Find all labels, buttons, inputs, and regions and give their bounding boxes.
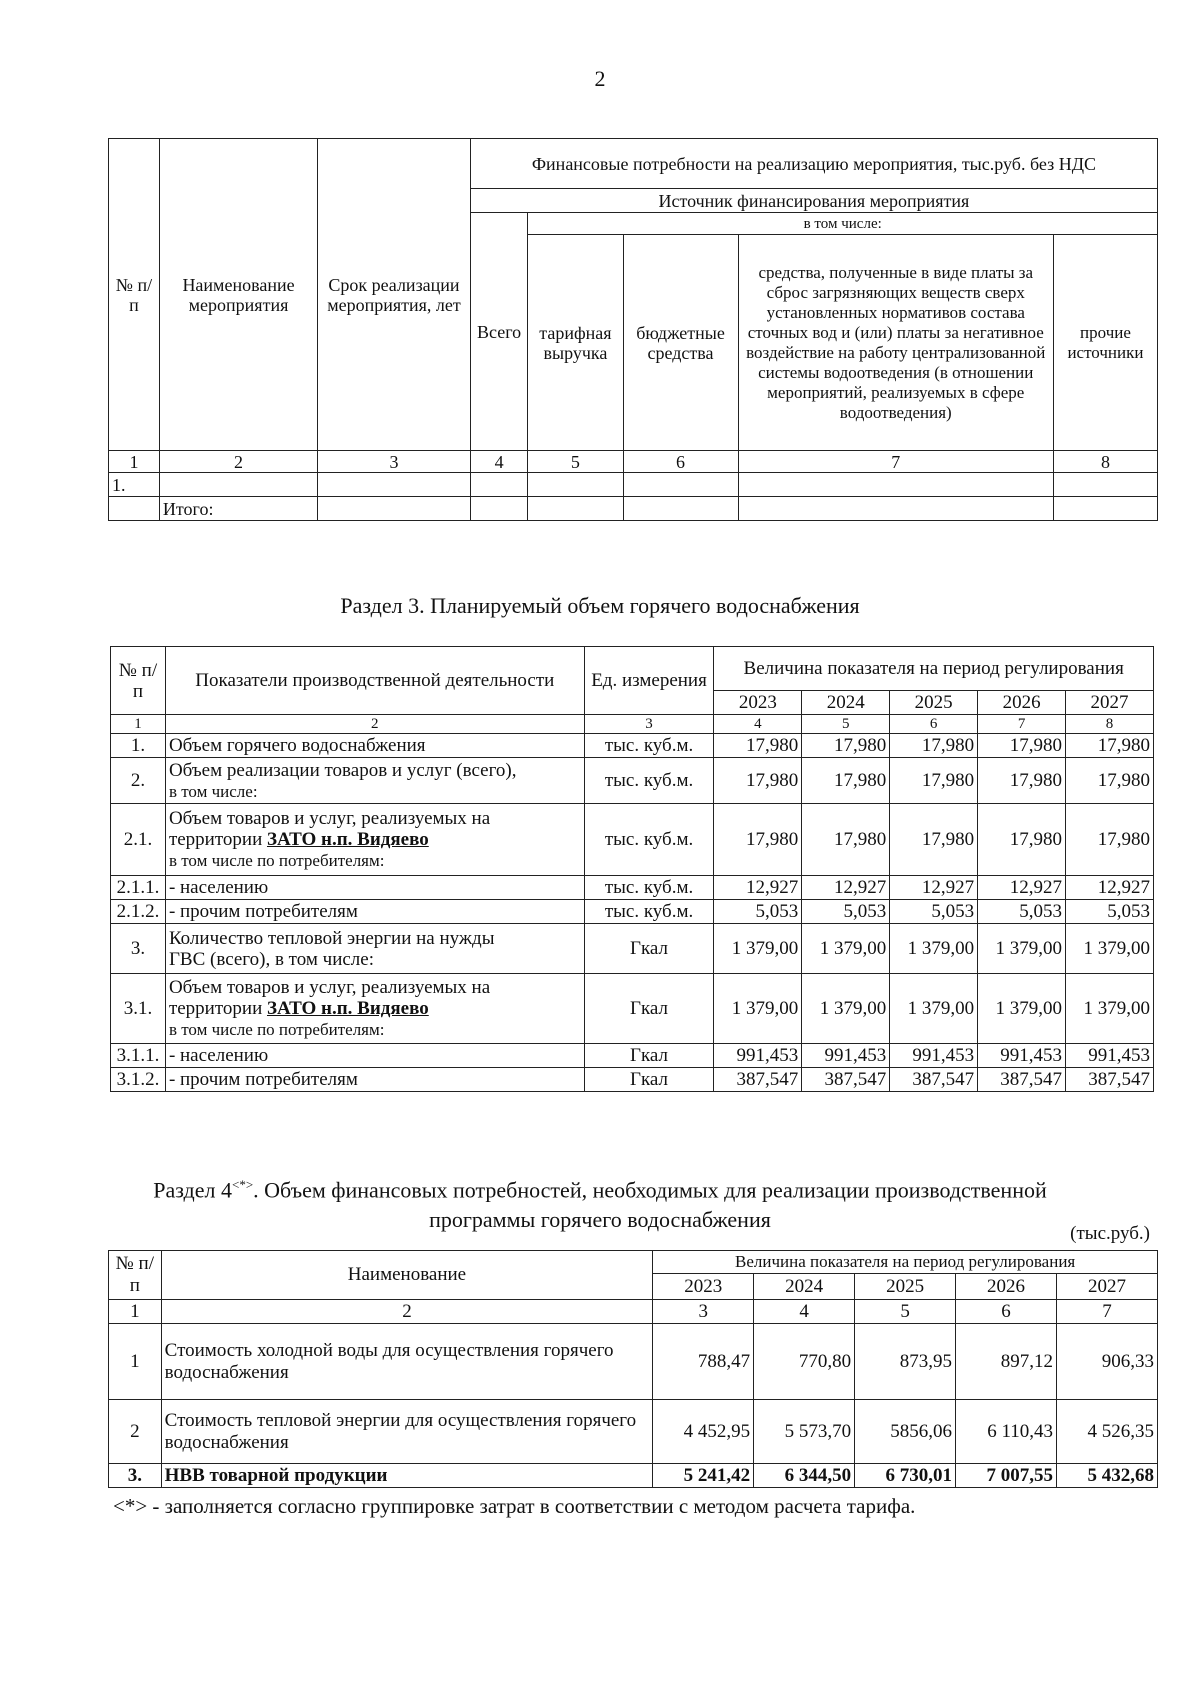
header-source: Источник финансирования мероприятия xyxy=(470,189,1157,213)
row-value: 991,453 xyxy=(890,1044,978,1068)
header-unit: Ед. измерения xyxy=(584,647,714,715)
row-name: Стоимость холодной воды для осуществления горячего водоснабжения xyxy=(161,1324,653,1400)
header-name: Наименование мероприятия xyxy=(159,139,317,451)
row-name: НВВ товарной продукции xyxy=(161,1464,653,1488)
row-num: 1 xyxy=(109,1324,162,1400)
year-header: 2027 xyxy=(1056,1274,1157,1300)
table-row xyxy=(111,758,1154,804)
row-name: Количество тепловой энергии на нужды xyxy=(168,927,495,949)
year-header: 2026 xyxy=(978,691,1066,715)
total-row xyxy=(109,497,1158,521)
row-value: 12,927 xyxy=(978,876,1066,900)
row-value: 17,980 xyxy=(802,758,890,804)
row-value: 17,980 xyxy=(890,758,978,804)
row-value: 5856,06 xyxy=(855,1400,956,1464)
col-num: 8 xyxy=(1066,715,1154,734)
row-value: 1 379,00 xyxy=(978,974,1066,1044)
row-value: 5,053 xyxy=(802,900,890,924)
row-unit: тыс. куб.м. xyxy=(584,876,714,900)
row-value: 17,980 xyxy=(714,804,802,876)
header-fees: средства, полученные в виде платы за сброс загрязняющих веществ сверх установленных нормативов состава сточных вод и (или) платы за негативное воздействие на работу централизованной системы водоотведения (в отношении мероприятий, реализуемых в сфере водоотведения) xyxy=(738,235,1053,451)
row-name-cont: ГВС (всего), в том числе: xyxy=(168,948,374,970)
row-unit: Гкал xyxy=(584,974,714,1044)
table-row xyxy=(111,924,1154,974)
row-unit: тыс. куб.м. xyxy=(584,734,714,758)
municipality-name: ЗАТО н.п. Видяево xyxy=(266,829,429,850)
col-num: 3 xyxy=(584,715,714,734)
row-value: 387,547 xyxy=(1066,1068,1154,1092)
header-other: прочие источники xyxy=(1053,235,1157,451)
header-period: Величина показателя на период регулирования xyxy=(714,647,1154,691)
row-value: 12,927 xyxy=(714,876,802,900)
row-value: 1 379,00 xyxy=(978,924,1066,974)
row-num: 3. xyxy=(111,924,166,974)
row-num: 2.1. xyxy=(111,804,166,876)
col-num: 5 xyxy=(528,451,623,473)
row-value: 17,980 xyxy=(978,734,1066,758)
row-value: 873,95 xyxy=(855,1324,956,1400)
col-num: 4 xyxy=(470,451,528,473)
row-unit: тыс. куб.м. xyxy=(584,758,714,804)
row-value: 387,547 xyxy=(890,1068,978,1092)
row-unit: Гкал xyxy=(584,924,714,974)
header-term: Срок реализации мероприятия, лет xyxy=(318,139,471,451)
col-num: 2 xyxy=(161,1300,653,1324)
section4-title-line1: . Объем финансовых потребностей, необходимых для реализации производственной xyxy=(253,1177,1047,1203)
row-value: 17,980 xyxy=(802,734,890,758)
row-value: 6 110,43 xyxy=(956,1400,1057,1464)
row-value: 991,453 xyxy=(1066,1044,1154,1068)
row-value: 1 379,00 xyxy=(1066,974,1154,1044)
col-num: 5 xyxy=(802,715,890,734)
row-value: 387,547 xyxy=(714,1068,802,1092)
row-name: Объем реализации товаров и услуг (всего), xyxy=(168,759,517,781)
header-tariff: тарифная выручка xyxy=(528,235,623,451)
row-value: 12,927 xyxy=(1066,876,1154,900)
row-name-cont: в том числе по потребителям: xyxy=(168,851,385,870)
col-num: 4 xyxy=(714,715,802,734)
table-row xyxy=(111,876,1154,900)
total-label: Итого: xyxy=(159,497,317,521)
row-value: 1 379,00 xyxy=(714,924,802,974)
row-name-prefix: территории xyxy=(168,829,267,850)
year-header: 2024 xyxy=(802,691,890,715)
footnote: <*> - заполняется согласно группировке затрат в соответствии с методом расчета тарифа. xyxy=(113,1494,916,1518)
header-finance: Финансовые потребности на реализацию мероприятия, тыс.руб. без НДС xyxy=(470,139,1157,189)
year-header: 2024 xyxy=(754,1274,855,1300)
row-num: 2. xyxy=(111,758,166,804)
col-num: 2 xyxy=(165,715,584,734)
section4-title xyxy=(0,1170,1200,1235)
municipality-name: ЗАТО н.п. Видяево xyxy=(266,998,429,1019)
header-total: Всего xyxy=(470,213,528,451)
row-value: 387,547 xyxy=(802,1068,890,1092)
row-num: 2.1.2. xyxy=(111,900,166,924)
row-value: 5,053 xyxy=(714,900,802,924)
col-num: 8 xyxy=(1053,451,1157,473)
financial-needs-table xyxy=(108,1250,1158,1488)
row-num: 2 xyxy=(109,1400,162,1464)
row-value: 5,053 xyxy=(1066,900,1154,924)
row-value: 4 452,95 xyxy=(653,1400,754,1464)
header-num: № п/п xyxy=(111,647,166,715)
row-value: 6 344,50 xyxy=(754,1464,855,1488)
row-num: 1. xyxy=(109,473,160,497)
column-numbers-row xyxy=(109,451,1158,473)
row-value: 17,980 xyxy=(1066,804,1154,876)
row-name: - прочим потребителям xyxy=(165,1068,584,1092)
row-unit: тыс. куб.м. xyxy=(584,804,714,876)
row-value: 1 379,00 xyxy=(714,974,802,1044)
header-name: Наименование xyxy=(161,1251,653,1300)
row-value: 17,980 xyxy=(714,734,802,758)
row-unit: Гкал xyxy=(584,1068,714,1092)
row-value: 17,980 xyxy=(1066,734,1154,758)
row-num: 2.1.1. xyxy=(111,876,166,900)
table-row xyxy=(111,804,1154,876)
row-value: 17,980 xyxy=(978,758,1066,804)
row-value: 7 007,55 xyxy=(956,1464,1057,1488)
col-num: 4 xyxy=(754,1300,855,1324)
year-header: 2025 xyxy=(890,691,978,715)
row-value: 17,980 xyxy=(802,804,890,876)
header-num: № п/п xyxy=(109,1251,162,1300)
row-num: 3. xyxy=(109,1464,162,1488)
row-unit: тыс. куб.м. xyxy=(584,900,714,924)
row-value: 12,927 xyxy=(890,876,978,900)
year-header: 2023 xyxy=(714,691,802,715)
row-value: 906,33 xyxy=(1056,1324,1157,1400)
row-value: 6 730,01 xyxy=(855,1464,956,1488)
col-num: 3 xyxy=(318,451,471,473)
year-header: 2023 xyxy=(653,1274,754,1300)
col-num: 7 xyxy=(1056,1300,1157,1324)
table-row xyxy=(109,1324,1158,1400)
col-num: 1 xyxy=(109,451,160,473)
row-name: Объем товаров и услуг, реализуемых на xyxy=(168,977,491,998)
col-num: 5 xyxy=(855,1300,956,1324)
row-value: 17,980 xyxy=(890,734,978,758)
row-value: 770,80 xyxy=(754,1324,855,1400)
col-num: 1 xyxy=(111,715,166,734)
header-num: № п/п xyxy=(109,139,160,451)
row-value: 1 379,00 xyxy=(890,924,978,974)
footnote-marker: <*> xyxy=(231,1177,254,1192)
section4-title-line2: программы горячего водоснабжения xyxy=(429,1207,771,1233)
row-name: Стоимость тепловой энергии для осуществления горячего водоснабжения xyxy=(161,1400,653,1464)
col-num: 7 xyxy=(738,451,1053,473)
row-value: 1 379,00 xyxy=(802,924,890,974)
row-value: 5,053 xyxy=(890,900,978,924)
row-name-cont: в том числе: xyxy=(168,781,258,801)
col-num: 6 xyxy=(890,715,978,734)
row-value: 1 379,00 xyxy=(1066,924,1154,974)
col-num: 1 xyxy=(109,1300,162,1324)
row-value: 5 573,70 xyxy=(754,1400,855,1464)
row-num: 3.1. xyxy=(111,974,166,1044)
row-value: 991,453 xyxy=(978,1044,1066,1068)
header-period: Величина показателя на период регулирования xyxy=(653,1251,1158,1274)
row-value: 1 379,00 xyxy=(802,974,890,1044)
table-row xyxy=(111,734,1154,758)
table-row xyxy=(111,900,1154,924)
row-value: 17,980 xyxy=(978,804,1066,876)
total-row xyxy=(109,1464,1158,1488)
row-name: - населению xyxy=(165,876,584,900)
row-value: 5 241,42 xyxy=(653,1464,754,1488)
row-value: 4 526,35 xyxy=(1056,1400,1157,1464)
row-value: 5,053 xyxy=(978,900,1066,924)
table-row xyxy=(111,1044,1154,1068)
row-value: 897,12 xyxy=(956,1324,1057,1400)
row-value: 387,547 xyxy=(978,1068,1066,1092)
table-row xyxy=(109,1400,1158,1464)
row-value: 17,980 xyxy=(890,804,978,876)
col-num: 6 xyxy=(623,451,738,473)
row-name: - прочим потребителям xyxy=(165,900,584,924)
hot-water-volume-table xyxy=(110,646,1154,1092)
section4-title-prefix: Раздел 4 xyxy=(153,1177,232,1203)
row-value: 788,47 xyxy=(653,1324,754,1400)
table-row xyxy=(111,974,1154,1044)
table-row xyxy=(109,473,1158,497)
row-value: 5 432,68 xyxy=(1056,1464,1157,1488)
row-name: - населению xyxy=(165,1044,584,1068)
row-value: 17,980 xyxy=(1066,758,1154,804)
row-num: 1. xyxy=(111,734,166,758)
year-header: 2025 xyxy=(855,1274,956,1300)
row-value: 991,453 xyxy=(714,1044,802,1068)
header-indicator: Показатели производственной деятельности xyxy=(165,647,584,715)
header-budget: бюджетные средства xyxy=(623,235,738,451)
row-value: 12,927 xyxy=(802,876,890,900)
column-numbers-row xyxy=(111,715,1154,734)
row-num: 3.1.2. xyxy=(111,1068,166,1092)
row-name: Объем горячего водоснабжения xyxy=(165,734,584,758)
section3-title: Раздел 3. Планируемый объем горячего водоснабжения xyxy=(340,593,860,618)
column-numbers-row xyxy=(109,1300,1158,1324)
col-num: 7 xyxy=(978,715,1066,734)
row-value: 991,453 xyxy=(802,1044,890,1068)
page-number: 2 xyxy=(594,66,606,91)
row-name: Объем товаров и услуг, реализуемых на xyxy=(168,808,491,829)
header-including: в том числе: xyxy=(528,213,1158,235)
row-name-prefix: территории xyxy=(168,998,267,1019)
row-num: 3.1.1. xyxy=(111,1044,166,1068)
row-value: 1 379,00 xyxy=(890,974,978,1044)
col-num: 3 xyxy=(653,1300,754,1324)
investment-table xyxy=(108,138,1158,521)
col-num: 2 xyxy=(159,451,317,473)
col-num: 6 xyxy=(956,1300,1057,1324)
year-header: 2026 xyxy=(956,1274,1057,1300)
table-row xyxy=(111,1068,1154,1092)
row-unit: Гкал xyxy=(584,1044,714,1068)
year-header: 2027 xyxy=(1066,691,1154,715)
row-name-cont: в том числе по потребителям: xyxy=(168,1020,385,1039)
row-value: 17,980 xyxy=(714,758,802,804)
currency-unit: (тыс.руб.) xyxy=(1070,1223,1150,1244)
